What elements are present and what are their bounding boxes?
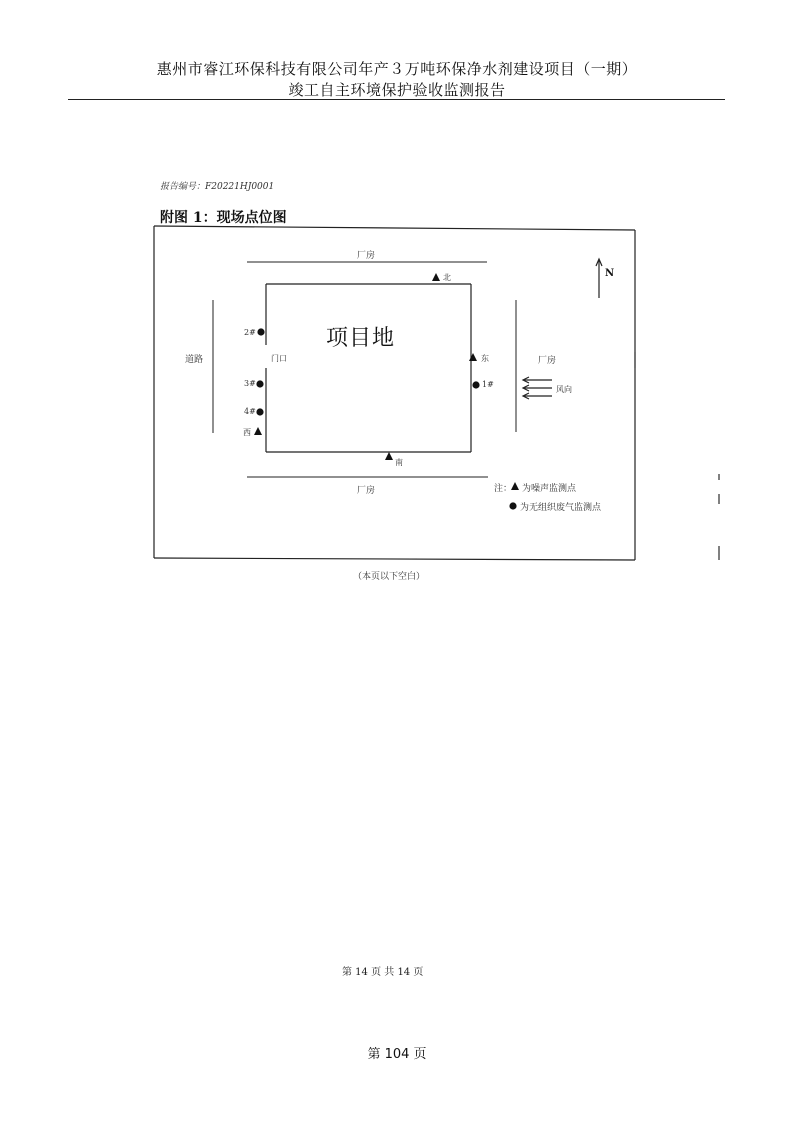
inner-page-number: 第 14 页 共 14 页 [342, 967, 424, 978]
noise-point-south-icon [385, 452, 393, 460]
gas-point-1-label: 1# [482, 380, 494, 389]
page-number: 第 104 页 [367, 1047, 427, 1062]
factory-right-label: 厂房 [538, 356, 557, 366]
noise-point-north-icon [432, 273, 440, 281]
legend-gas-text: 为无组织废气监测点 [520, 503, 602, 513]
gas-point-2-icon [257, 328, 264, 335]
north-arrow-icon [596, 259, 602, 298]
gate-label: 门口 [271, 354, 287, 363]
noise-east-label: 东 [481, 354, 489, 363]
blank-note: （本页以下空白） [353, 572, 426, 582]
noise-south-label: 南 [395, 458, 403, 467]
report-number: 报告编号：F20221HJ0001 [160, 182, 275, 192]
legend-triangle-icon [511, 482, 519, 490]
north-label: N [605, 268, 615, 279]
noise-point-west-icon [254, 427, 262, 435]
noise-west-label: 西 [243, 428, 251, 437]
road-label: 道路 [185, 355, 204, 365]
legend-circle-icon [509, 502, 516, 509]
legend-note-prefix: 注： [494, 484, 513, 494]
document-header-subtitle: 竣工自主环境保护验收监测报告 [288, 81, 506, 99]
project-site-boundary [266, 284, 471, 452]
scan-edge-marks [635, 352, 719, 560]
project-site-label: 项目地 [326, 326, 396, 351]
gas-point-4-label: 4# [244, 407, 256, 416]
document-header-title: 惠州市睿江环保科技有限公司年产３万吨环保净水剂建设项目（一期） [156, 60, 638, 78]
gas-point-2-label: 2# [244, 328, 256, 337]
factory-top-label: 厂房 [357, 251, 376, 261]
gas-point-4-icon [256, 408, 263, 415]
legend-noise-text: 为噪声监测点 [522, 484, 577, 494]
wind-label: 风向 [556, 385, 572, 394]
wind-direction-arrows [523, 377, 552, 399]
noise-north-label: 北 [443, 273, 451, 282]
factory-bottom-label: 厂房 [357, 486, 376, 496]
gas-point-3-label: 3# [244, 379, 256, 388]
noise-point-east-icon [469, 353, 477, 361]
gas-point-1-icon [472, 381, 479, 388]
figure-title: 附图 1：现场点位图 [160, 210, 287, 226]
gas-point-3-icon [256, 380, 263, 387]
